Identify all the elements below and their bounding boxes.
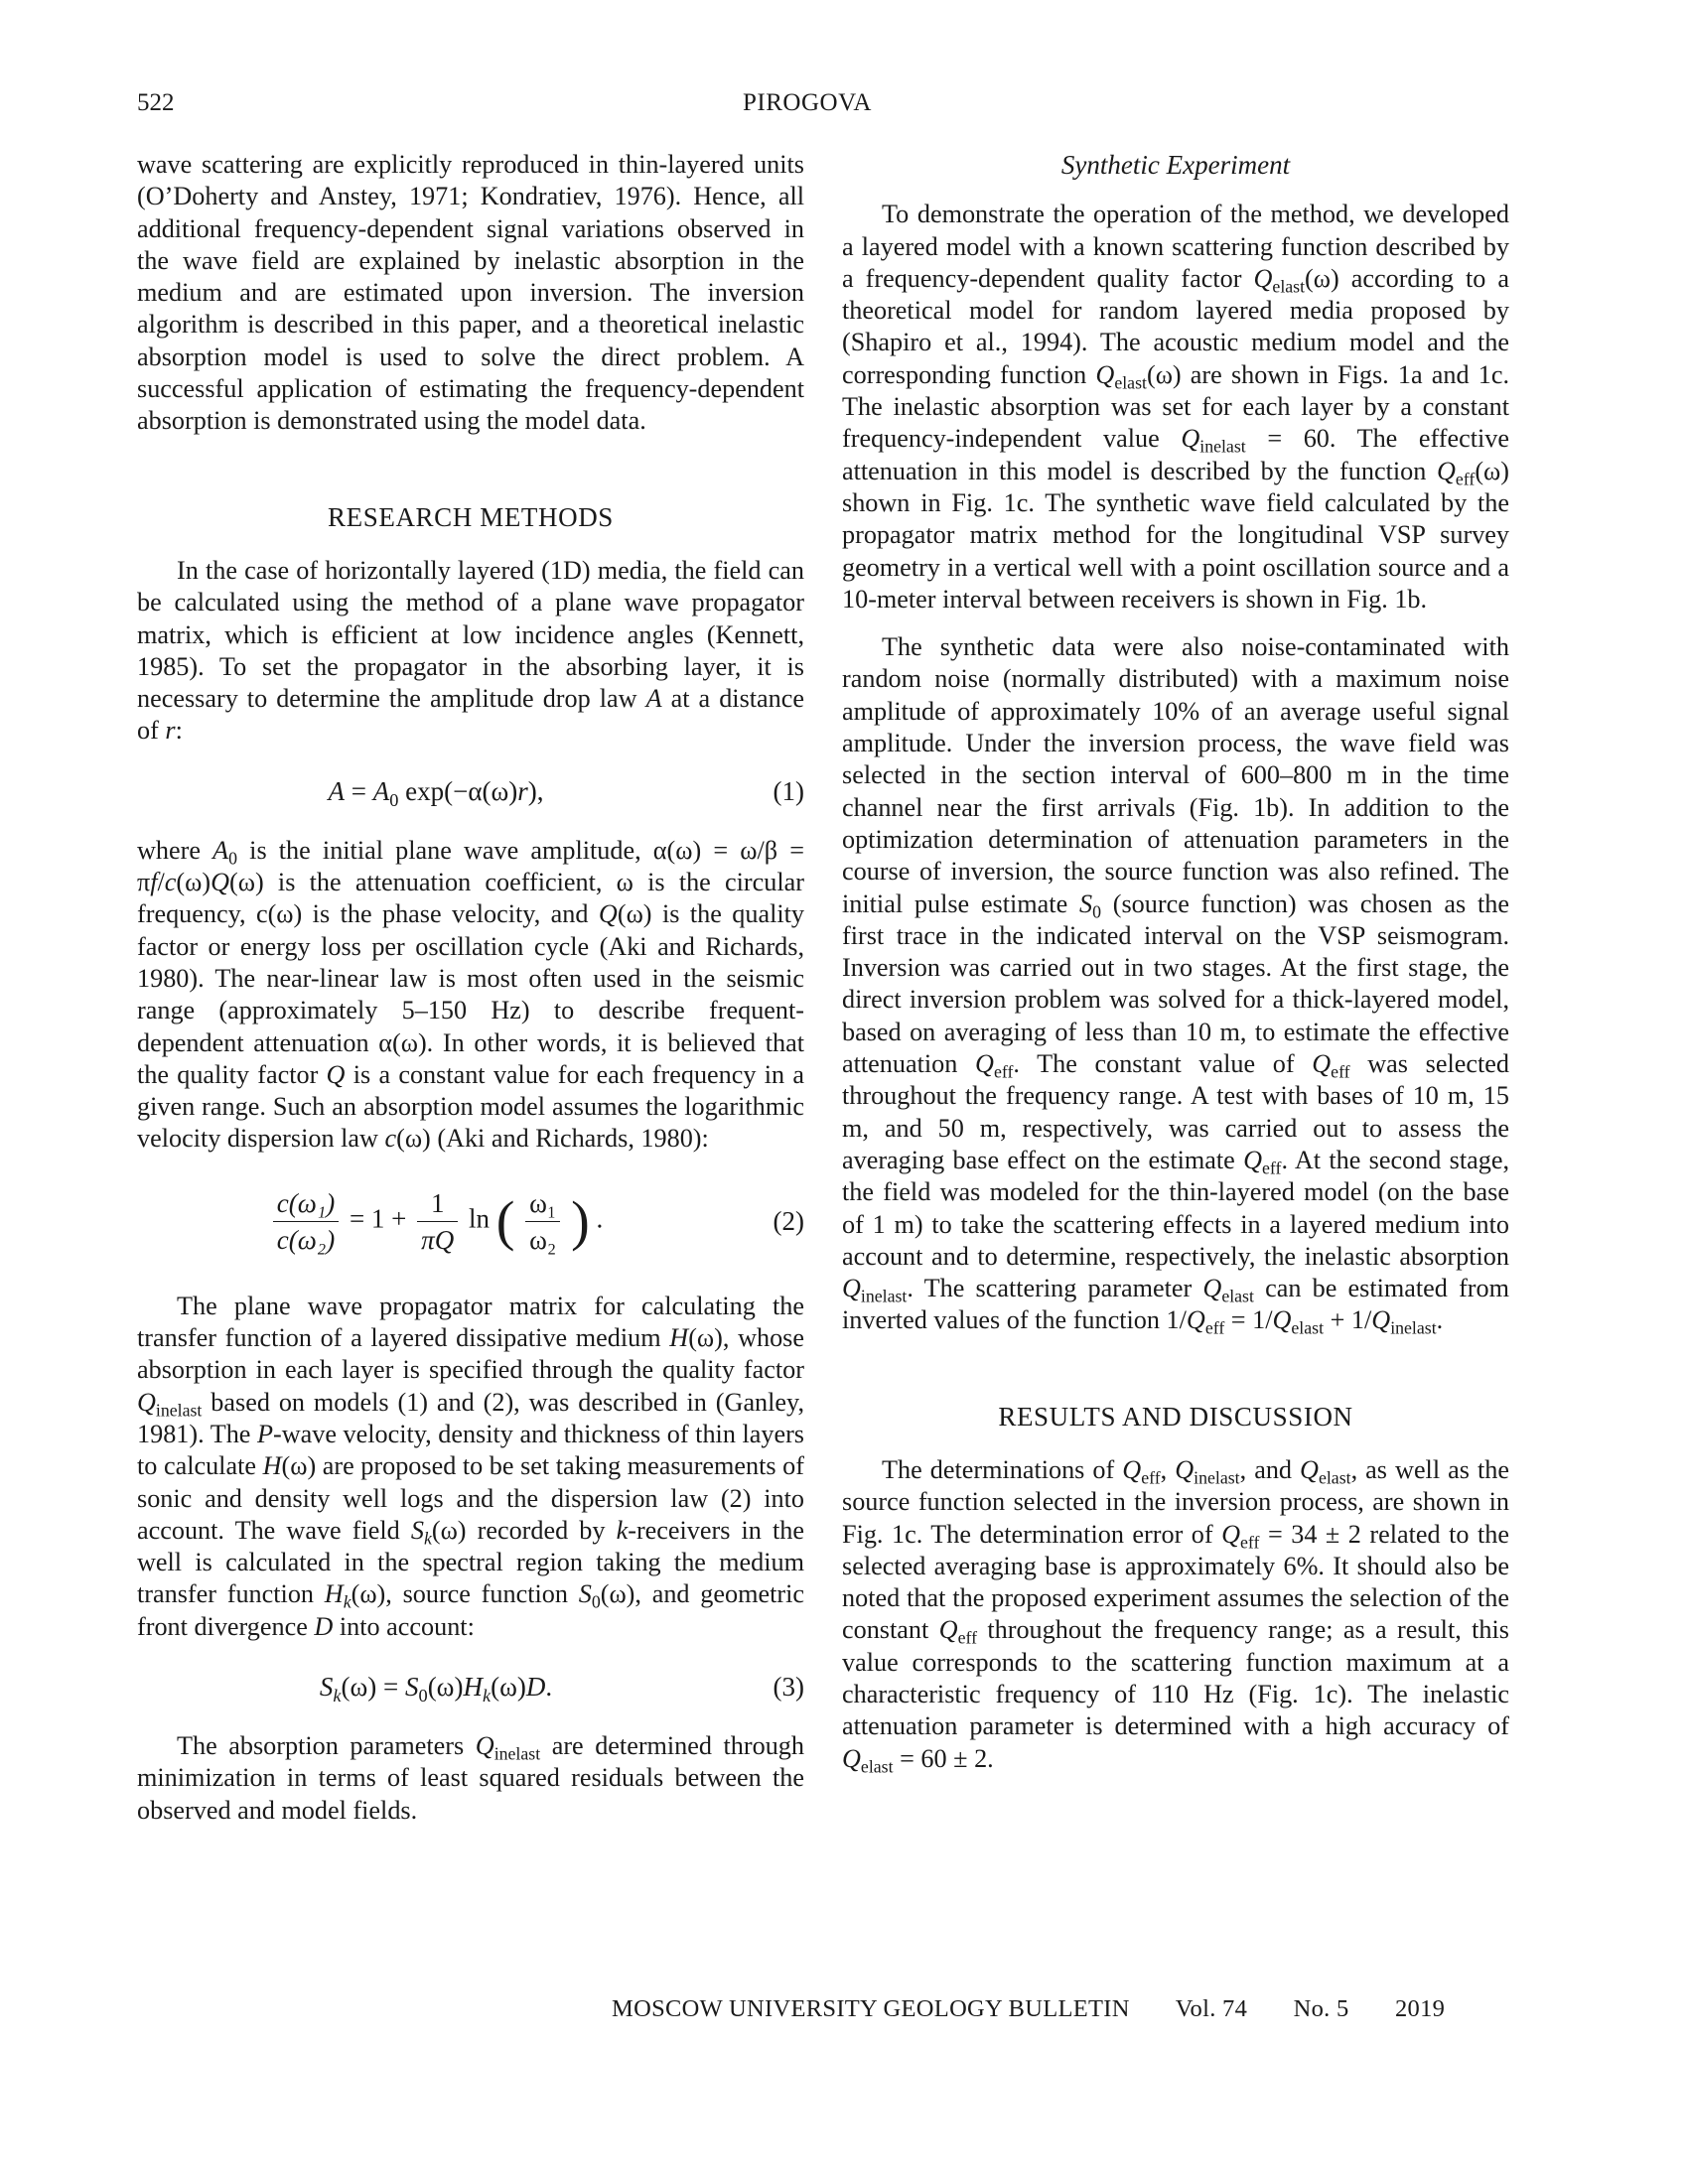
- section-title-results-discussion: RESULTS AND DISCUSSION: [998, 1401, 1353, 1432]
- equation-2-lhs-denominator: c(ω₂): [276, 1224, 336, 1255]
- equation-2-expression: [137, 1185, 735, 1258]
- equation-2-lhs-fraction: [273, 1185, 339, 1258]
- methods-paragraph-4: The absorption parameters $Q_{inelast}$ are determined through minimization in terms of least squared residuals between the observed and model fields.: [137, 1730, 804, 1825]
- running-head-author: PIROGOVA: [743, 89, 872, 116]
- equation-2-coef-denominator: πQ: [421, 1224, 455, 1255]
- equation-1-expression: $A = A_0$ exp(−α(ω)r),: [328, 775, 544, 810]
- page-footer: [612, 1995, 1484, 2023]
- equation-3: [137, 1661, 804, 1716]
- equation-2-arg-fraction: [525, 1185, 560, 1258]
- equation-2-arg-numerator: ω₁: [525, 1185, 560, 1222]
- methods-paragraph-2: where $A_0$ is the initial plane wave amplitude, α(ω) = ω/β = πf/c(ω)Q(ω) is the attenuation coefficient, ω is the circular frequency, c(ω) is the phase velocity, and Q(ω) is the quality factor or energy loss per oscillation cycle (Aki and Richards, 1980). The near-linear law is most often used in the seismic range (approximately 5–150 Hz) to describe frequent-dependent attenuation α(ω). In other words, it is believed that the quality factor Q is a constant value for each frequency in a given range. Such an absorption model assumes the logarithmic velocity dispersion law c(ω) (Aki and Richards, 1980):: [137, 835, 804, 1154]
- journal-name: MOSCOW UNIVERSITY GEOLOGY BULLETIN: [612, 1995, 1130, 2022]
- equation-2-lhs-numerator: c(ω₁): [276, 1187, 336, 1218]
- equation-3-expression: $S_k(\omega) = S_0(\omega)H_k(\omega)D$.: [319, 1671, 553, 1706]
- synthetic-paragraph-2: The synthetic data were also noise-contaminated with random noise (normally distributed) with a maximum noise amplitude of approximately 10% of an average useful signal amplitude. Under the inversion process, the wave field was selected in the section interval of 600–800 m in the time channel near the first arrivals (Fig. 1b). In addition to the optimization determination of attenuation parameters in the course of inversion, the source function was also refined. The initial pulse estimate $S_0$ (source function) was chosen as the first trace in the indicated interval on the VSP seismogram. Inversion was carried out in two stages. At the first stage, the direct inversion problem was solved for a thick-layered model, based on averaging of less than 10 m, to estimate the effective attenuation $Q_{eff}$. The constant value of $Q_{eff}$ was selected throughout the frequency range. A test with bases of 10 m, 15 m, and 50 m, respectively, was carried out to assess the averaging base effect on the estimate $Q_{eff}$. At the second stage, the field was modeled for the thin-layered model (on the base of 1 m) to take the scattering effects in a layered medium into account and to determine, respectively, the inelastic absorption $Q_{inelast}$. The scattering parameter $Q_{elast}$ can be estimated from inverted values of the function $1/Q_{eff} = 1/Q_{elast} + 1/Q_{inelast}$.: [842, 632, 1510, 1339]
- section-title-research-methods: RESEARCH METHODS: [328, 501, 614, 532]
- equation-2-coef-numerator: 1: [417, 1185, 458, 1222]
- intro-paragraph: wave scattering are explicitly reproduced in thin-layered units (O’Doherty and Anstey, 1971; Kondratiev, 1976). Hence, all additional frequency-dependent signal variations observed in the wave field are explained by inelastic absorption in the medium and are estimated upon inversion. The inversion algorithm is described in this paper, and a theoretical inelastic absorption model is used to solve the direct problem. A successful application of estimating the frequency-dependent absorption is demonstrated using the model data.: [137, 150, 804, 436]
- right-column: [842, 149, 1509, 1775]
- equation-1: [137, 765, 804, 821]
- journal-issue: No. 5: [1293, 1995, 1349, 2022]
- equation-2-ln: ln: [468, 1203, 490, 1234]
- equation-3-number: (3): [773, 1671, 804, 1702]
- journal-volume: Vol. 74: [1175, 1995, 1248, 2022]
- methods-paragraph-1: In the case of horizontally layered (1D) media, the field can be calculated using the method of a plane wave propagator matrix, which is efficient at low incidence angles (Kennett, 1985). To set the propagator in the absorbing layer, it is necessary to determine the amplitude drop law A at a distance of r:: [137, 555, 805, 746]
- equation-2-arg-denominator: ω₂: [529, 1224, 557, 1255]
- methods-paragraph-3: The plane wave propagator matrix for calculating the transfer function of a layered dissipative medium H(ω), whose absorption in each layer is specified through the quality factor $Q_{inelast}$ based on models (1) and (2), was described in (Ganley, 1981). The P-wave velocity, density and thickness of thin layers to calculate H(ω) are proposed to be set taking measurements of sonic and density well logs and the dispersion law (2) into account. The wave field $S_k(\omega)$ recorded by k-receivers in the well is calculated in the spectral region taking the medium transfer function $H_k(\omega)$, source function $S_0(\omega)$, and geometric front divergence D into account:: [137, 1291, 804, 1641]
- equation-1-number: (1): [773, 775, 804, 806]
- journal-year: 2019: [1394, 1995, 1446, 2022]
- equation-2-tail: .: [596, 1203, 604, 1234]
- left-column: [137, 149, 804, 1827]
- equation-2-coefficient-fraction: [417, 1185, 458, 1258]
- page-number: 522: [137, 89, 175, 116]
- subsection-title-synthetic-experiment: Synthetic Experiment: [1060, 150, 1291, 180]
- right-paren: ): [571, 1190, 590, 1253]
- running-head: [137, 89, 1477, 125]
- synthetic-paragraph-1: To demonstrate the operation of the method, we developed a layered model with a known scattering function described by a frequency-dependent quality factor $Q_{elast}(\omega)$ according to a theoretical model for random layered media proposed by (Shapiro et al., 1994). The acoustic medium model and the corresponding function $Q_{elast}(\omega)$ are shown in Figs. 1a and 1c. The inelastic absorption was set for each layer by a constant frequency-independent value $Q_{inelast} = 60$. The effective attenuation in this model is described by the function $Q_{eff}(\omega)$ shown in Fig. 1c. The synthetic wave field calculated by the propagator matrix method for the longitudinal VSP survey geometry in a vertical well with a point oscillation source and a 10-meter interval between receivers is shown in Fig. 1b.: [842, 200, 1509, 614]
- equation-2-middle: = 1 +: [349, 1203, 407, 1234]
- results-paragraph: The determinations of $Q_{eff}$, $Q_{inelast}$, and $Q_{elast}$, as well as the source function selected in the inversion process, are shown in Fig. 1c. The determination error of $Q_{eff} = 34 \pm 2$ related to the selected averaging base is approximately 6%. It should also be noted that the proposed experiment assumes the selection of the constant $Q_{eff}$ throughout the frequency range; as a result, this value corresponds to the scattering function maximum at a characteristic frequency of 110 Hz (Fig. 1c). The inelastic attenuation parameter is determined with a high accuracy of $Q_{elast} = 60 \pm 2$.: [842, 1454, 1509, 1777]
- equation-2-number: (2): [773, 1205, 804, 1236]
- equation-2: [137, 1173, 804, 1277]
- left-paren: (: [495, 1190, 515, 1253]
